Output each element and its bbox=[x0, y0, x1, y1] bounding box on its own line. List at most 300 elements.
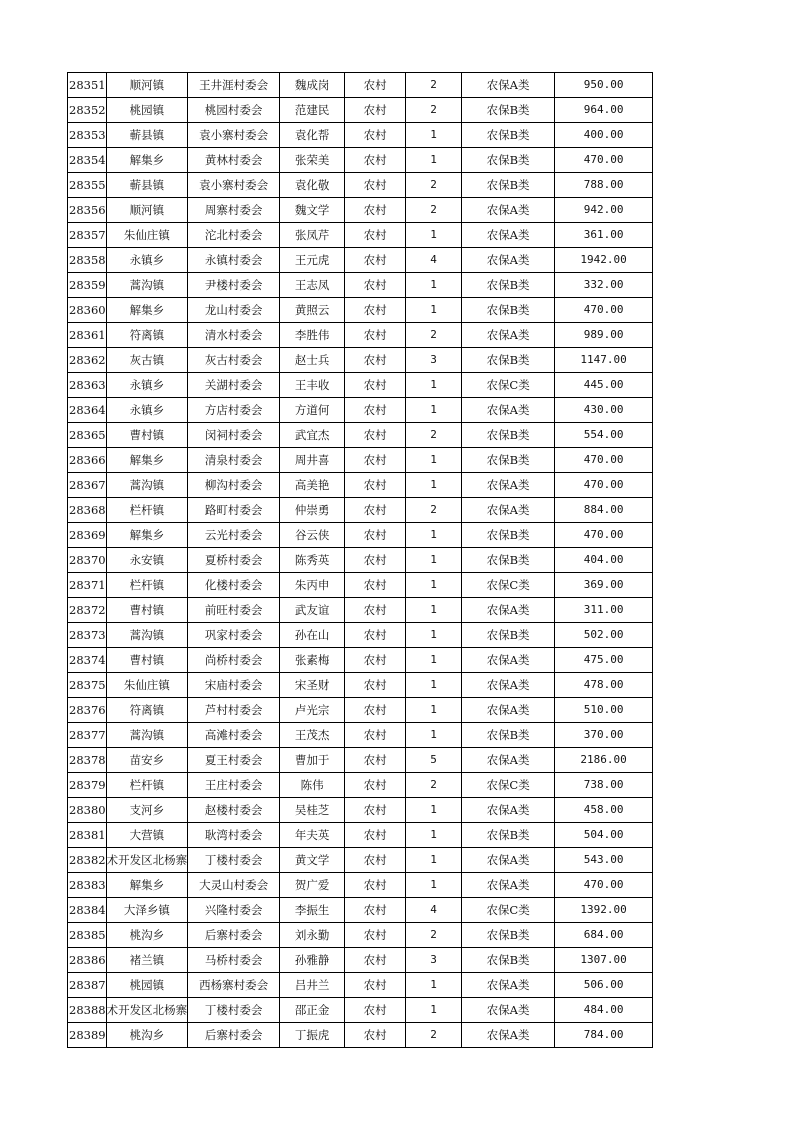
family-size-cell: 1 bbox=[406, 123, 462, 148]
amount-cell: 554.00 bbox=[555, 423, 653, 448]
amount-cell: 510.00 bbox=[555, 698, 653, 723]
township-cell: 曹村镇 bbox=[106, 423, 188, 448]
township-cell: 永安镇 bbox=[106, 548, 188, 573]
record-id-cell: 28353 bbox=[68, 123, 107, 148]
amount-cell: 311.00 bbox=[555, 598, 653, 623]
person-name-cell: 黄文学 bbox=[280, 848, 345, 873]
person-name-cell: 方道何 bbox=[280, 398, 345, 423]
household-type-cell: 农村 bbox=[345, 73, 406, 98]
table-row bbox=[68, 848, 653, 873]
record-id-cell: 28361 bbox=[68, 323, 107, 348]
table-row bbox=[68, 123, 653, 148]
village-committee-cell: 王井涯村委会 bbox=[188, 73, 280, 98]
insurance-category-cell: 农保A类 bbox=[462, 648, 555, 673]
record-id-cell: 28358 bbox=[68, 248, 107, 273]
township-cell: 顺河镇 bbox=[106, 198, 188, 223]
township-cell: 桃沟乡 bbox=[106, 923, 188, 948]
village-committee-cell: 尹楼村委会 bbox=[188, 273, 280, 298]
insurance-category-cell: 农保B类 bbox=[462, 523, 555, 548]
township-cell: 苗安乡 bbox=[106, 748, 188, 773]
household-type-cell: 农村 bbox=[345, 848, 406, 873]
person-name-cell: 孙在山 bbox=[280, 623, 345, 648]
village-committee-cell: 沱北村委会 bbox=[188, 223, 280, 248]
village-committee-cell: 巩家村委会 bbox=[188, 623, 280, 648]
table-row bbox=[68, 273, 653, 298]
village-committee-cell: 桃园村委会 bbox=[188, 98, 280, 123]
amount-cell: 1307.00 bbox=[555, 948, 653, 973]
table-row bbox=[68, 523, 653, 548]
family-size-cell: 2 bbox=[406, 773, 462, 798]
table-row bbox=[68, 998, 653, 1023]
township-cell: 解集乡 bbox=[106, 298, 188, 323]
household-type-cell: 农村 bbox=[345, 248, 406, 273]
household-type-cell: 农村 bbox=[345, 573, 406, 598]
insurance-category-cell: 农保A类 bbox=[462, 973, 555, 998]
record-id-cell: 28366 bbox=[68, 448, 107, 473]
amount-cell: 361.00 bbox=[555, 223, 653, 248]
insurance-category-cell: 农保A类 bbox=[462, 873, 555, 898]
record-id-cell: 28380 bbox=[68, 798, 107, 823]
record-id-cell: 28387 bbox=[68, 973, 107, 998]
township-cell: 栏杆镇 bbox=[106, 498, 188, 523]
record-id-cell: 28365 bbox=[68, 423, 107, 448]
township-cell: 术开发区北杨寨 bbox=[106, 848, 188, 873]
family-size-cell: 2 bbox=[406, 198, 462, 223]
household-type-cell: 农村 bbox=[345, 498, 406, 523]
person-name-cell: 孙雅静 bbox=[280, 948, 345, 973]
amount-cell: 684.00 bbox=[555, 923, 653, 948]
township-cell: 大泽乡镇 bbox=[106, 898, 188, 923]
village-committee-cell: 袁小寨村委会 bbox=[188, 173, 280, 198]
family-size-cell: 2 bbox=[406, 323, 462, 348]
table-row bbox=[68, 573, 653, 598]
table-row bbox=[68, 773, 653, 798]
table-row bbox=[68, 73, 653, 98]
family-size-cell: 1 bbox=[406, 148, 462, 173]
household-type-cell: 农村 bbox=[345, 748, 406, 773]
record-id-cell: 28368 bbox=[68, 498, 107, 523]
family-size-cell: 4 bbox=[406, 898, 462, 923]
family-size-cell: 1 bbox=[406, 448, 462, 473]
township-cell: 蕲县镇 bbox=[106, 123, 188, 148]
amount-cell: 470.00 bbox=[555, 148, 653, 173]
table-row bbox=[68, 223, 653, 248]
person-name-cell: 刘永勤 bbox=[280, 923, 345, 948]
amount-cell: 430.00 bbox=[555, 398, 653, 423]
family-size-cell: 1 bbox=[406, 848, 462, 873]
township-cell: 解集乡 bbox=[106, 523, 188, 548]
township-cell: 蕲县镇 bbox=[106, 173, 188, 198]
insurance-category-cell: 农保B类 bbox=[462, 723, 555, 748]
record-id-cell: 28354 bbox=[68, 148, 107, 173]
household-type-cell: 农村 bbox=[345, 473, 406, 498]
table-row bbox=[68, 598, 653, 623]
table-row bbox=[68, 823, 653, 848]
family-size-cell: 4 bbox=[406, 248, 462, 273]
village-committee-cell: 关湖村委会 bbox=[188, 373, 280, 398]
amount-cell: 504.00 bbox=[555, 823, 653, 848]
person-name-cell: 吴桂芝 bbox=[280, 798, 345, 823]
township-cell: 支河乡 bbox=[106, 798, 188, 823]
insurance-category-cell: 农保A类 bbox=[462, 323, 555, 348]
village-committee-cell: 后寨村委会 bbox=[188, 923, 280, 948]
household-type-cell: 农村 bbox=[345, 548, 406, 573]
table-row bbox=[68, 448, 653, 473]
household-type-cell: 农村 bbox=[345, 698, 406, 723]
table-row bbox=[68, 873, 653, 898]
table-row bbox=[68, 98, 653, 123]
record-id-cell: 28384 bbox=[68, 898, 107, 923]
household-type-cell: 农村 bbox=[345, 348, 406, 373]
amount-cell: 738.00 bbox=[555, 773, 653, 798]
amount-cell: 784.00 bbox=[555, 1023, 653, 1048]
village-committee-cell: 前旺村委会 bbox=[188, 598, 280, 623]
insurance-category-cell: 农保B类 bbox=[462, 948, 555, 973]
record-id-cell: 28374 bbox=[68, 648, 107, 673]
family-size-cell: 2 bbox=[406, 923, 462, 948]
family-size-cell: 2 bbox=[406, 98, 462, 123]
household-type-cell: 农村 bbox=[345, 673, 406, 698]
village-committee-cell: 路町村委会 bbox=[188, 498, 280, 523]
family-size-cell: 2 bbox=[406, 1023, 462, 1048]
family-size-cell: 1 bbox=[406, 523, 462, 548]
village-committee-cell: 大灵山村委会 bbox=[188, 873, 280, 898]
family-size-cell: 1 bbox=[406, 798, 462, 823]
village-committee-cell: 柳沟村委会 bbox=[188, 473, 280, 498]
amount-cell: 369.00 bbox=[555, 573, 653, 598]
amount-cell: 1147.00 bbox=[555, 348, 653, 373]
family-size-cell: 1 bbox=[406, 573, 462, 598]
village-committee-cell: 闵祠村委会 bbox=[188, 423, 280, 448]
insurance-category-cell: 农保A类 bbox=[462, 1023, 555, 1048]
insurance-category-cell: 农保C类 bbox=[462, 898, 555, 923]
insurance-category-cell: 农保A类 bbox=[462, 248, 555, 273]
insurance-category-cell: 农保A类 bbox=[462, 798, 555, 823]
person-name-cell: 贺广爱 bbox=[280, 873, 345, 898]
township-cell: 桃园镇 bbox=[106, 98, 188, 123]
record-id-cell: 28377 bbox=[68, 723, 107, 748]
family-size-cell: 1 bbox=[406, 298, 462, 323]
household-type-cell: 农村 bbox=[345, 523, 406, 548]
amount-cell: 1392.00 bbox=[555, 898, 653, 923]
person-name-cell: 高美艳 bbox=[280, 473, 345, 498]
record-id-cell: 28386 bbox=[68, 948, 107, 973]
family-size-cell: 1 bbox=[406, 473, 462, 498]
household-type-cell: 农村 bbox=[345, 448, 406, 473]
insurance-category-cell: 农保B类 bbox=[462, 448, 555, 473]
township-cell: 蒿沟镇 bbox=[106, 473, 188, 498]
township-cell: 蒿沟镇 bbox=[106, 273, 188, 298]
record-id-cell: 28372 bbox=[68, 598, 107, 623]
record-id-cell: 28355 bbox=[68, 173, 107, 198]
insurance-category-cell: 农保B类 bbox=[462, 823, 555, 848]
record-id-cell: 28360 bbox=[68, 298, 107, 323]
insurance-category-cell: 农保C类 bbox=[462, 373, 555, 398]
insurance-category-cell: 农保B类 bbox=[462, 98, 555, 123]
person-name-cell: 范建民 bbox=[280, 98, 345, 123]
record-id-cell: 28375 bbox=[68, 673, 107, 698]
record-id-cell: 28364 bbox=[68, 398, 107, 423]
village-committee-cell: 方店村委会 bbox=[188, 398, 280, 423]
amount-cell: 470.00 bbox=[555, 298, 653, 323]
insurance-category-cell: 农保B类 bbox=[462, 423, 555, 448]
family-size-cell: 2 bbox=[406, 423, 462, 448]
township-cell: 灰古镇 bbox=[106, 348, 188, 373]
household-type-cell: 农村 bbox=[345, 948, 406, 973]
village-committee-cell: 云光村委会 bbox=[188, 523, 280, 548]
table-row bbox=[68, 748, 653, 773]
data-table bbox=[67, 72, 653, 1048]
amount-cell: 2186.00 bbox=[555, 748, 653, 773]
person-name-cell: 朱丙申 bbox=[280, 573, 345, 598]
record-id-cell: 28369 bbox=[68, 523, 107, 548]
family-size-cell: 2 bbox=[406, 73, 462, 98]
person-name-cell: 年夫英 bbox=[280, 823, 345, 848]
village-committee-cell: 化楼村委会 bbox=[188, 573, 280, 598]
amount-cell: 1942.00 bbox=[555, 248, 653, 273]
table-row bbox=[68, 923, 653, 948]
insurance-category-cell: 农保A类 bbox=[462, 748, 555, 773]
insurance-category-cell: 农保A类 bbox=[462, 848, 555, 873]
township-cell: 桃园镇 bbox=[106, 973, 188, 998]
family-size-cell: 1 bbox=[406, 648, 462, 673]
village-committee-cell: 宋庙村委会 bbox=[188, 673, 280, 698]
amount-cell: 478.00 bbox=[555, 673, 653, 698]
insurance-category-cell: 农保B类 bbox=[462, 548, 555, 573]
person-name-cell: 宋圣财 bbox=[280, 673, 345, 698]
table-row bbox=[68, 973, 653, 998]
household-type-cell: 农村 bbox=[345, 323, 406, 348]
insurance-category-cell: 农保A类 bbox=[462, 673, 555, 698]
family-size-cell: 1 bbox=[406, 623, 462, 648]
township-cell: 蒿沟镇 bbox=[106, 623, 188, 648]
amount-cell: 445.00 bbox=[555, 373, 653, 398]
village-committee-cell: 马桥村委会 bbox=[188, 948, 280, 973]
township-cell: 永镇乡 bbox=[106, 248, 188, 273]
village-committee-cell: 夏桥村委会 bbox=[188, 548, 280, 573]
household-type-cell: 农村 bbox=[345, 723, 406, 748]
record-id-cell: 28371 bbox=[68, 573, 107, 598]
amount-cell: 964.00 bbox=[555, 98, 653, 123]
record-id-cell: 28357 bbox=[68, 223, 107, 248]
amount-cell: 506.00 bbox=[555, 973, 653, 998]
person-name-cell: 卢光宗 bbox=[280, 698, 345, 723]
amount-cell: 502.00 bbox=[555, 623, 653, 648]
household-type-cell: 农村 bbox=[345, 973, 406, 998]
record-id-cell: 28362 bbox=[68, 348, 107, 373]
family-size-cell: 1 bbox=[406, 223, 462, 248]
family-size-cell: 1 bbox=[406, 998, 462, 1023]
insurance-category-cell: 农保A类 bbox=[462, 598, 555, 623]
family-size-cell: 1 bbox=[406, 398, 462, 423]
amount-cell: 942.00 bbox=[555, 198, 653, 223]
family-size-cell: 1 bbox=[406, 548, 462, 573]
amount-cell: 950.00 bbox=[555, 73, 653, 98]
person-name-cell: 李振生 bbox=[280, 898, 345, 923]
family-size-cell: 2 bbox=[406, 173, 462, 198]
person-name-cell: 袁化敬 bbox=[280, 173, 345, 198]
insurance-category-cell: 农保B类 bbox=[462, 123, 555, 148]
table-row bbox=[68, 298, 653, 323]
person-name-cell: 周井喜 bbox=[280, 448, 345, 473]
table-body bbox=[68, 73, 653, 1048]
amount-cell: 400.00 bbox=[555, 123, 653, 148]
family-size-cell: 1 bbox=[406, 673, 462, 698]
township-cell: 蒿沟镇 bbox=[106, 723, 188, 748]
township-cell: 大营镇 bbox=[106, 823, 188, 848]
village-committee-cell: 周寨村委会 bbox=[188, 198, 280, 223]
person-name-cell: 张素梅 bbox=[280, 648, 345, 673]
person-name-cell: 魏成岗 bbox=[280, 73, 345, 98]
township-cell: 曹村镇 bbox=[106, 598, 188, 623]
township-cell: 永镇乡 bbox=[106, 373, 188, 398]
family-size-cell: 1 bbox=[406, 373, 462, 398]
insurance-category-cell: 农保A类 bbox=[462, 73, 555, 98]
record-id-cell: 28388 bbox=[68, 998, 107, 1023]
household-type-cell: 农村 bbox=[345, 423, 406, 448]
village-committee-cell: 丁楼村委会 bbox=[188, 848, 280, 873]
person-name-cell: 丁振虎 bbox=[280, 1023, 345, 1048]
table-row bbox=[68, 898, 653, 923]
village-committee-cell: 耿湾村委会 bbox=[188, 823, 280, 848]
person-name-cell: 王元虎 bbox=[280, 248, 345, 273]
table-row bbox=[68, 648, 653, 673]
person-name-cell: 曹加于 bbox=[280, 748, 345, 773]
person-name-cell: 邵正金 bbox=[280, 998, 345, 1023]
record-id-cell: 28356 bbox=[68, 198, 107, 223]
family-size-cell: 1 bbox=[406, 823, 462, 848]
household-type-cell: 农村 bbox=[345, 98, 406, 123]
table-row bbox=[68, 473, 653, 498]
record-id-cell: 28367 bbox=[68, 473, 107, 498]
amount-cell: 543.00 bbox=[555, 848, 653, 873]
person-name-cell: 王丰收 bbox=[280, 373, 345, 398]
table-row bbox=[68, 348, 653, 373]
table-row bbox=[68, 423, 653, 448]
family-size-cell: 1 bbox=[406, 598, 462, 623]
household-type-cell: 农村 bbox=[345, 823, 406, 848]
family-size-cell: 3 bbox=[406, 948, 462, 973]
amount-cell: 370.00 bbox=[555, 723, 653, 748]
insurance-category-cell: 农保A类 bbox=[462, 473, 555, 498]
insurance-category-cell: 农保B类 bbox=[462, 298, 555, 323]
household-type-cell: 农村 bbox=[345, 798, 406, 823]
person-name-cell: 魏文学 bbox=[280, 198, 345, 223]
village-committee-cell: 丁楼村委会 bbox=[188, 998, 280, 1023]
insurance-category-cell: 农保A类 bbox=[462, 198, 555, 223]
township-cell: 符离镇 bbox=[106, 323, 188, 348]
village-committee-cell: 永镇村委会 bbox=[188, 248, 280, 273]
household-type-cell: 农村 bbox=[345, 773, 406, 798]
household-type-cell: 农村 bbox=[345, 623, 406, 648]
person-name-cell: 王志凤 bbox=[280, 273, 345, 298]
family-size-cell: 3 bbox=[406, 348, 462, 373]
record-id-cell: 28385 bbox=[68, 923, 107, 948]
record-id-cell: 28376 bbox=[68, 698, 107, 723]
insurance-category-cell: 农保B类 bbox=[462, 623, 555, 648]
table-row bbox=[68, 623, 653, 648]
village-committee-cell: 兴隆村委会 bbox=[188, 898, 280, 923]
insurance-category-cell: 农保A类 bbox=[462, 998, 555, 1023]
amount-cell: 470.00 bbox=[555, 448, 653, 473]
township-cell: 解集乡 bbox=[106, 448, 188, 473]
insurance-category-cell: 农保B类 bbox=[462, 923, 555, 948]
village-committee-cell: 后寨村委会 bbox=[188, 1023, 280, 1048]
township-cell: 解集乡 bbox=[106, 873, 188, 898]
family-size-cell: 5 bbox=[406, 748, 462, 773]
person-name-cell: 袁化帮 bbox=[280, 123, 345, 148]
family-size-cell: 2 bbox=[406, 498, 462, 523]
amount-cell: 484.00 bbox=[555, 998, 653, 1023]
township-cell: 永镇乡 bbox=[106, 398, 188, 423]
table-row bbox=[68, 373, 653, 398]
township-cell: 朱仙庄镇 bbox=[106, 223, 188, 248]
village-committee-cell: 王庄村委会 bbox=[188, 773, 280, 798]
table-row bbox=[68, 698, 653, 723]
amount-cell: 989.00 bbox=[555, 323, 653, 348]
township-cell: 朱仙庄镇 bbox=[106, 673, 188, 698]
person-name-cell: 赵士兵 bbox=[280, 348, 345, 373]
insurance-category-cell: 农保C类 bbox=[462, 773, 555, 798]
household-type-cell: 农村 bbox=[345, 1023, 406, 1048]
household-type-cell: 农村 bbox=[345, 173, 406, 198]
table-row bbox=[68, 323, 653, 348]
person-name-cell: 王茂杰 bbox=[280, 723, 345, 748]
record-id-cell: 28379 bbox=[68, 773, 107, 798]
family-size-cell: 1 bbox=[406, 723, 462, 748]
insurance-category-cell: 农保C类 bbox=[462, 573, 555, 598]
person-name-cell: 李胜伟 bbox=[280, 323, 345, 348]
record-id-cell: 28382 bbox=[68, 848, 107, 873]
village-committee-cell: 灰古村委会 bbox=[188, 348, 280, 373]
amount-cell: 475.00 bbox=[555, 648, 653, 673]
person-name-cell: 张凤芹 bbox=[280, 223, 345, 248]
township-cell: 术开发区北杨寨 bbox=[106, 998, 188, 1023]
household-type-cell: 农村 bbox=[345, 223, 406, 248]
record-id-cell: 28389 bbox=[68, 1023, 107, 1048]
household-type-cell: 农村 bbox=[345, 123, 406, 148]
amount-cell: 458.00 bbox=[555, 798, 653, 823]
village-committee-cell: 尚桥村委会 bbox=[188, 648, 280, 673]
household-type-cell: 农村 bbox=[345, 148, 406, 173]
family-size-cell: 1 bbox=[406, 273, 462, 298]
insurance-category-cell: 农保A类 bbox=[462, 698, 555, 723]
household-type-cell: 农村 bbox=[345, 298, 406, 323]
table-row bbox=[68, 173, 653, 198]
person-name-cell: 谷云侠 bbox=[280, 523, 345, 548]
insurance-category-cell: 农保A类 bbox=[462, 398, 555, 423]
person-name-cell: 张荣美 bbox=[280, 148, 345, 173]
table-row bbox=[68, 198, 653, 223]
village-committee-cell: 赵楼村委会 bbox=[188, 798, 280, 823]
village-committee-cell: 清泉村委会 bbox=[188, 448, 280, 473]
township-cell: 栏杆镇 bbox=[106, 573, 188, 598]
table-row bbox=[68, 148, 653, 173]
insurance-category-cell: 农保B类 bbox=[462, 273, 555, 298]
person-name-cell: 武宜杰 bbox=[280, 423, 345, 448]
table-row bbox=[68, 498, 653, 523]
table-row bbox=[68, 948, 653, 973]
record-id-cell: 28359 bbox=[68, 273, 107, 298]
household-type-cell: 农村 bbox=[345, 923, 406, 948]
village-committee-cell: 清水村委会 bbox=[188, 323, 280, 348]
village-committee-cell: 西杨寨村委会 bbox=[188, 973, 280, 998]
table-row bbox=[68, 398, 653, 423]
table-row bbox=[68, 548, 653, 573]
township-cell: 符离镇 bbox=[106, 698, 188, 723]
amount-cell: 788.00 bbox=[555, 173, 653, 198]
insurance-category-cell: 农保A类 bbox=[462, 223, 555, 248]
